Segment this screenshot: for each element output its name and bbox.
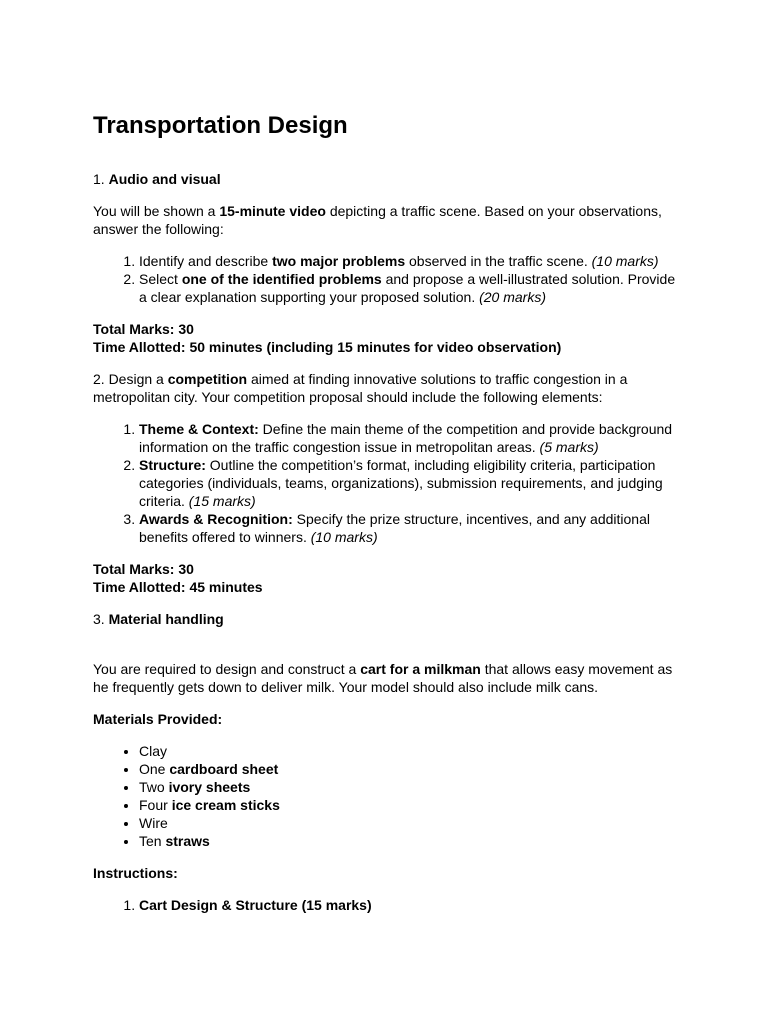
document-title: Transportation Design (93, 112, 348, 139)
text-run: Wire (139, 815, 168, 831)
list-item (139, 742, 678, 760)
bold-text: cardboard sheet (169, 761, 279, 777)
italic-text: (10 marks) (310, 529, 378, 545)
section-3-number: 3. (93, 611, 105, 627)
section-1-total-marks: Total Marks: 30 (93, 321, 194, 337)
italic-text: (20 marks) (479, 289, 547, 305)
text-run: Clay (139, 743, 168, 759)
text-run: You will be shown a (93, 203, 220, 219)
list-item (139, 814, 678, 832)
bold-text: 15-minute video (219, 203, 326, 219)
text-run: Four (139, 797, 172, 813)
section-2-intro (93, 370, 678, 406)
list-item (139, 778, 678, 796)
section-3-heading (93, 610, 678, 628)
bold-text: ivory sheets (168, 779, 251, 795)
section-3-title: Material handling (108, 611, 224, 627)
materials-list (93, 742, 678, 850)
text-run: Define the main theme of the competition and provide background information on the traffic congestion issue in metropolitan areas. (139, 421, 673, 455)
text-run: Specify the prize structure, incentives, and any additional benefits offered to winners. (139, 511, 650, 545)
section-1-heading (93, 170, 678, 188)
text-run: Outline the competition’s format, including eligibility criteria, participation categories (individuals, teams, organizations), submission requirements, and judging criteria. (139, 457, 663, 509)
text-run: that allows easy movement as he frequently gets down to deliver milk. Your model should also include milk cans. (93, 661, 673, 695)
list-item (139, 896, 678, 914)
bold-text: cart for a milkman (360, 661, 481, 677)
list-item (139, 796, 678, 814)
bold-text: ice cream sticks (171, 797, 280, 813)
list-item (139, 760, 678, 778)
list-item (139, 420, 678, 456)
bold-text: Theme & Context: (139, 421, 259, 437)
list-item (139, 510, 678, 546)
section-1-intro (93, 202, 678, 238)
text-run: observed in the traffic scene. (405, 253, 592, 269)
text-run: and propose a well-illustrated solution. Provide a clear explanation supporting your proposed solution. (139, 271, 676, 305)
list-item (139, 832, 678, 850)
list-item (139, 270, 678, 306)
section-2-time-allotted: Time Allotted: 45 minutes (93, 579, 263, 595)
italic-text: (15 marks) (188, 493, 256, 509)
text-run: Ten (139, 833, 166, 849)
section-2-total-marks: Total Marks: 30 (93, 561, 194, 577)
bold-text: Awards & Recognition: (139, 511, 293, 527)
materials-heading: Materials Provided: (93, 711, 223, 727)
text-run: Two (139, 779, 169, 795)
section-2-summary (93, 560, 678, 596)
bold-text: Cart Design & Structure (15 marks) (139, 897, 372, 913)
text-run: Identify and describe (139, 253, 273, 269)
italic-text: (5 marks) (539, 439, 599, 455)
text-run: Select (139, 271, 182, 287)
italic-text: (10 marks) (591, 253, 659, 269)
text-run: aimed at finding innovative solutions to traffic congestion in a metropolitan city. Your competition proposal should include the following elements: (93, 371, 628, 405)
section-1-time-allotted: Time Allotted: 50 minutes (including 15 minutes for video observation) (93, 339, 562, 355)
section-1-question-list (93, 252, 678, 306)
instructions-list (93, 896, 678, 914)
text-run: You are required to design and construct a (93, 661, 361, 677)
section-3-intro (93, 660, 678, 696)
section-1-summary (93, 320, 678, 356)
list-item (139, 456, 678, 510)
list-item (139, 252, 678, 270)
bold-text: two major problems (272, 253, 406, 269)
bold-text: one of the identified problems (181, 271, 382, 287)
text-run: One (139, 761, 170, 777)
instructions-heading: Instructions: (93, 865, 178, 881)
blank-line (93, 642, 678, 660)
section-1-title: Audio and visual (108, 171, 221, 187)
section-1-number: 1. (93, 171, 105, 187)
bold-text: Structure: (139, 457, 206, 473)
text-run: depicting a traffic scene. Based on your observations, answer the following: (93, 203, 662, 237)
section-2-element-list (93, 420, 678, 546)
bold-text: competition (167, 371, 248, 387)
bold-text: straws (165, 833, 210, 849)
text-run: 2. Design a (93, 371, 168, 387)
